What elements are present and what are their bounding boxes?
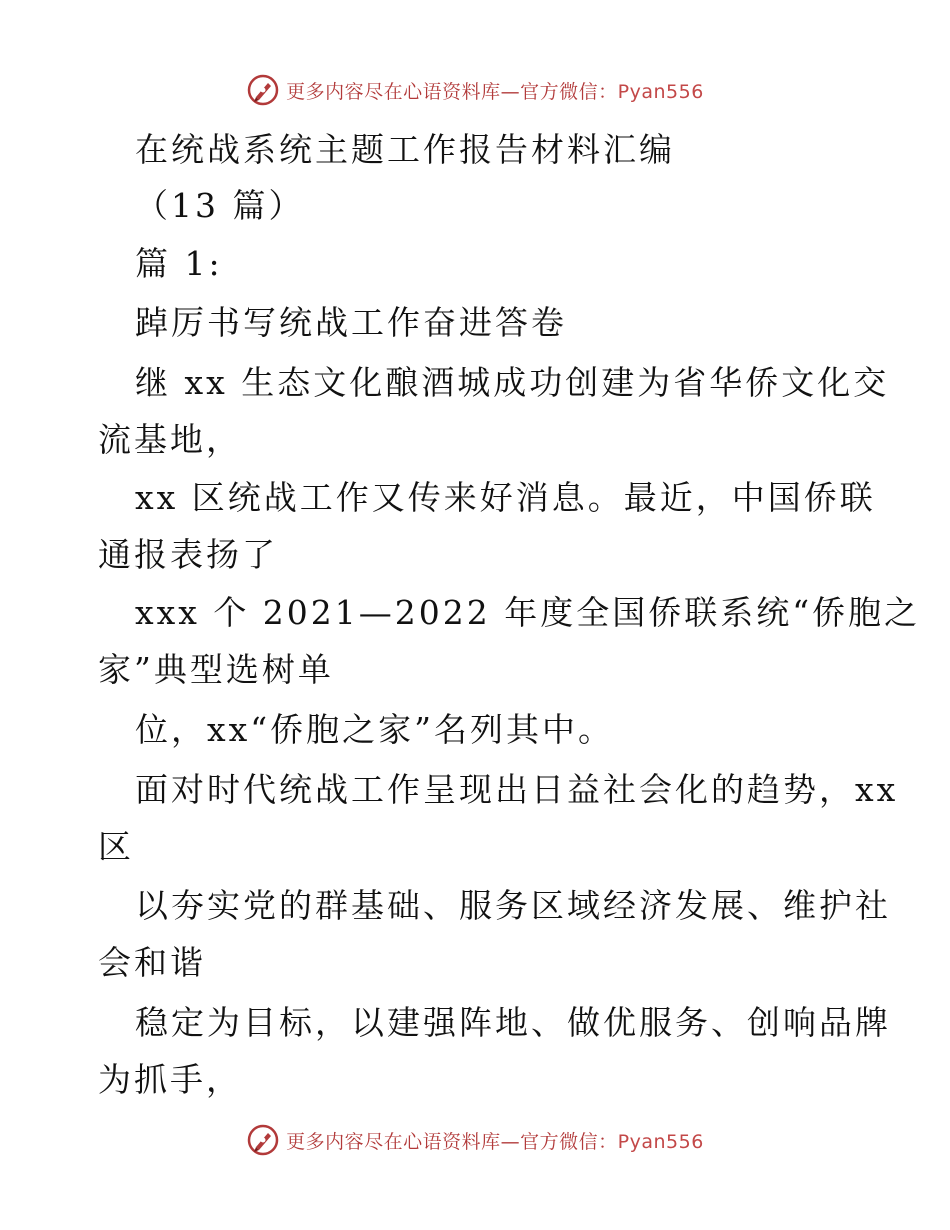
paragraph-line: 流基地，: [98, 420, 242, 459]
paragraph-line: xx 区统战工作又传来好消息。最近，中国侨联: [135, 478, 876, 517]
watermark-footer: [0, 1120, 950, 1160]
pen-seal-icon: [246, 73, 280, 107]
document-title: 在统战系统主题工作报告材料汇编: [135, 130, 675, 169]
paragraph-line: 为抓手，: [98, 1060, 242, 1099]
document-count: （13 篇）: [135, 186, 305, 225]
paragraph-line: 会和谐: [98, 943, 206, 982]
paragraph-line: 家”典型选树单: [98, 650, 334, 689]
paragraph-line: 继 xx 生态文化酿酒城成功创建为省华侨文化交: [135, 363, 890, 402]
paragraph-line: 稳定为目标，以建强阵地、做优服务、创响品牌: [135, 1003, 891, 1042]
pen-seal-icon: [246, 1123, 280, 1157]
watermark-wechat-id: Pyan556: [617, 80, 704, 103]
paragraph-line: xxx 个 2021—2022 年度全国侨联系统“侨胞之: [135, 593, 921, 632]
watermark-text: 更多内容尽在心语资料库—官方微信：Pyan556: [286, 80, 704, 103]
watermark-wechat-id: Pyan556: [617, 1130, 704, 1153]
paragraph-line: 区: [98, 827, 134, 866]
paragraph-line: 位，xx“侨胞之家”名列其中。: [135, 710, 614, 749]
paragraph-line: 以夯实党的群基础、服务区域经济发展、维护社: [135, 886, 891, 925]
paragraph-line: 通报表扬了: [98, 535, 278, 574]
section-heading: 踔厉书写统战工作奋进答卷: [135, 303, 567, 342]
watermark-text: 更多内容尽在心语资料库—官方微信：Pyan556: [286, 1130, 704, 1153]
watermark-header: [0, 70, 950, 110]
paragraph-line: 面对时代统战工作呈现出日益社会化的趋势，xx: [135, 770, 899, 809]
section-label: 篇 1:: [135, 244, 223, 283]
